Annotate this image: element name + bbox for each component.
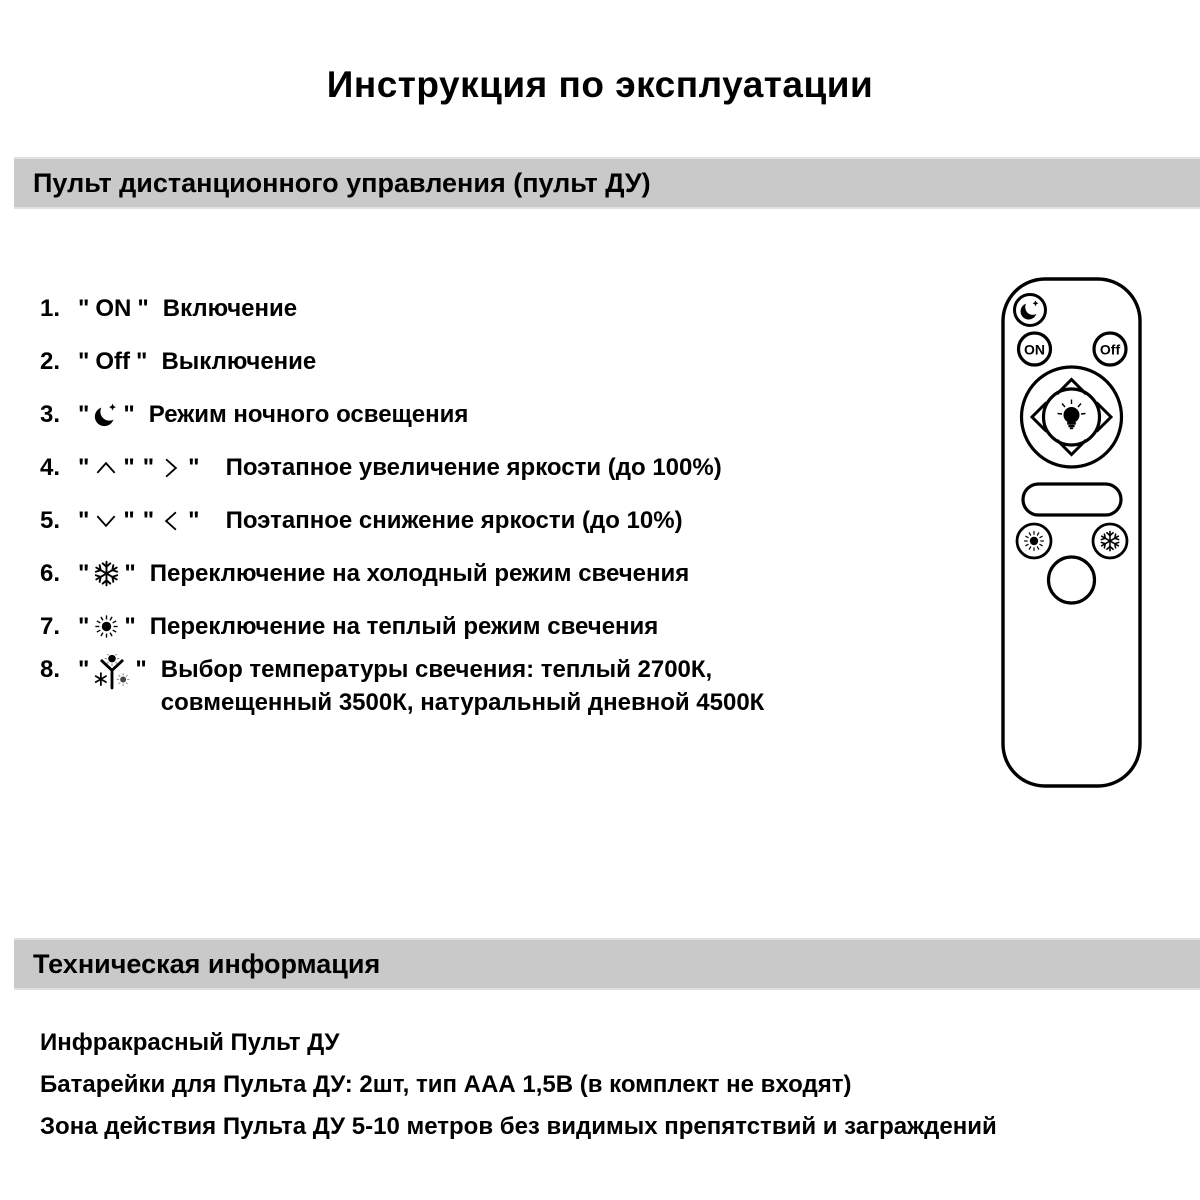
quote-mark: " bbox=[78, 612, 90, 640]
quote-mark: " bbox=[188, 506, 200, 534]
item-label: Выключение bbox=[161, 347, 317, 375]
svg-text:Off: Off bbox=[1099, 341, 1121, 358]
svg-text:ON: ON bbox=[1024, 341, 1045, 358]
page-title: Инструкция по эксплуатации bbox=[326, 64, 874, 105]
item-number: 3. bbox=[40, 400, 61, 428]
item-label: Переключение на теплый режим свечения bbox=[149, 612, 659, 640]
section-header-remote bbox=[14, 157, 1200, 209]
quote-mark: " bbox=[136, 347, 148, 375]
off-button bbox=[1094, 333, 1126, 365]
quote-mark: " bbox=[142, 506, 155, 534]
chevron-left-icon bbox=[158, 508, 184, 534]
tech-line: Зона действия Пульта ДУ 5-10 метров без видимых препятствий и заграждений bbox=[40, 1113, 997, 1140]
list-item-off bbox=[40, 335, 764, 388]
section-header-tech bbox=[14, 938, 1200, 990]
quote-mark: " bbox=[137, 294, 149, 322]
quote-mark: " bbox=[78, 559, 90, 587]
item-number: 6. bbox=[40, 559, 61, 587]
quote-mark: " bbox=[78, 347, 90, 375]
remote-functions-list bbox=[40, 282, 764, 741]
item-number: 1. bbox=[40, 294, 61, 322]
quote-mark: " bbox=[78, 656, 90, 683]
item-number: 4. bbox=[40, 453, 61, 481]
on-token: ON bbox=[95, 294, 132, 322]
item-number: 7. bbox=[40, 612, 61, 640]
off-token: Off bbox=[95, 347, 131, 375]
item-label: Поэтапное снижение яркости (до 10%) bbox=[225, 506, 683, 534]
chevron-right-icon bbox=[158, 455, 184, 481]
chevron-down-icon bbox=[93, 508, 119, 534]
snowflake-icon bbox=[93, 560, 120, 587]
sun-icon bbox=[93, 613, 120, 640]
quote-mark: " bbox=[78, 453, 90, 481]
section-heading-text: Пульт дистанционного управления (пульт ДУ) bbox=[33, 167, 651, 198]
quote-mark: " bbox=[123, 400, 135, 428]
tech-line: Батарейки для Пульта ДУ: 2шт, тип ААА 1,5В (в комплект не входят) bbox=[40, 1071, 852, 1098]
quote-mark: " bbox=[78, 294, 90, 322]
list-item-warm-mode bbox=[40, 600, 764, 653]
item-label: Поэтапное увеличение яркости (до 100%) bbox=[225, 453, 722, 481]
quote-mark: " bbox=[123, 506, 135, 534]
tech-info-block bbox=[40, 1022, 997, 1148]
quote-mark: " bbox=[78, 400, 90, 428]
warm-mode-button bbox=[1017, 524, 1051, 558]
item-number: 8. bbox=[40, 656, 61, 683]
item-number: 2. bbox=[40, 347, 61, 375]
remote-control-illustration bbox=[1000, 276, 1143, 790]
moon-icon bbox=[93, 402, 119, 428]
brightness-dpad bbox=[1022, 367, 1122, 467]
list-item-night-mode bbox=[40, 388, 764, 441]
chevron-up-icon bbox=[93, 455, 119, 481]
quote-mark: " bbox=[123, 453, 135, 481]
quote-mark: " bbox=[124, 559, 136, 587]
quote-mark: " bbox=[135, 656, 147, 683]
temperature-select-icon bbox=[93, 653, 131, 693]
list-item-cold-mode bbox=[40, 547, 764, 600]
list-item-temperature-select bbox=[40, 653, 764, 741]
item-number: 5. bbox=[40, 506, 61, 534]
section-heading-text: Техническая информация bbox=[33, 948, 381, 979]
item-label: Режим ночного освещения bbox=[148, 400, 469, 428]
quote-mark: " bbox=[142, 453, 155, 481]
cold-mode-button bbox=[1093, 524, 1127, 558]
tech-line: Инфракрасный Пульт ДУ bbox=[40, 1029, 340, 1056]
item-label: Включение bbox=[162, 294, 298, 322]
quote-mark: " bbox=[78, 506, 90, 534]
item-label: Выбор температуры свечения: теплый 2700К, совмещенный 3500К, натуральный дневной 4500К bbox=[160, 656, 765, 716]
quote-mark: " bbox=[124, 612, 136, 640]
pill-button bbox=[1023, 484, 1121, 515]
list-item-on bbox=[40, 282, 764, 335]
quote-mark: " bbox=[188, 453, 200, 481]
night-mode-button bbox=[1015, 295, 1046, 326]
list-item-brightness-down bbox=[40, 494, 764, 547]
list-item-brightness-up bbox=[40, 441, 764, 494]
round-button bbox=[1049, 557, 1095, 603]
item-label: Переключение на холодный режим свечения bbox=[149, 559, 690, 587]
on-button bbox=[1019, 333, 1051, 365]
